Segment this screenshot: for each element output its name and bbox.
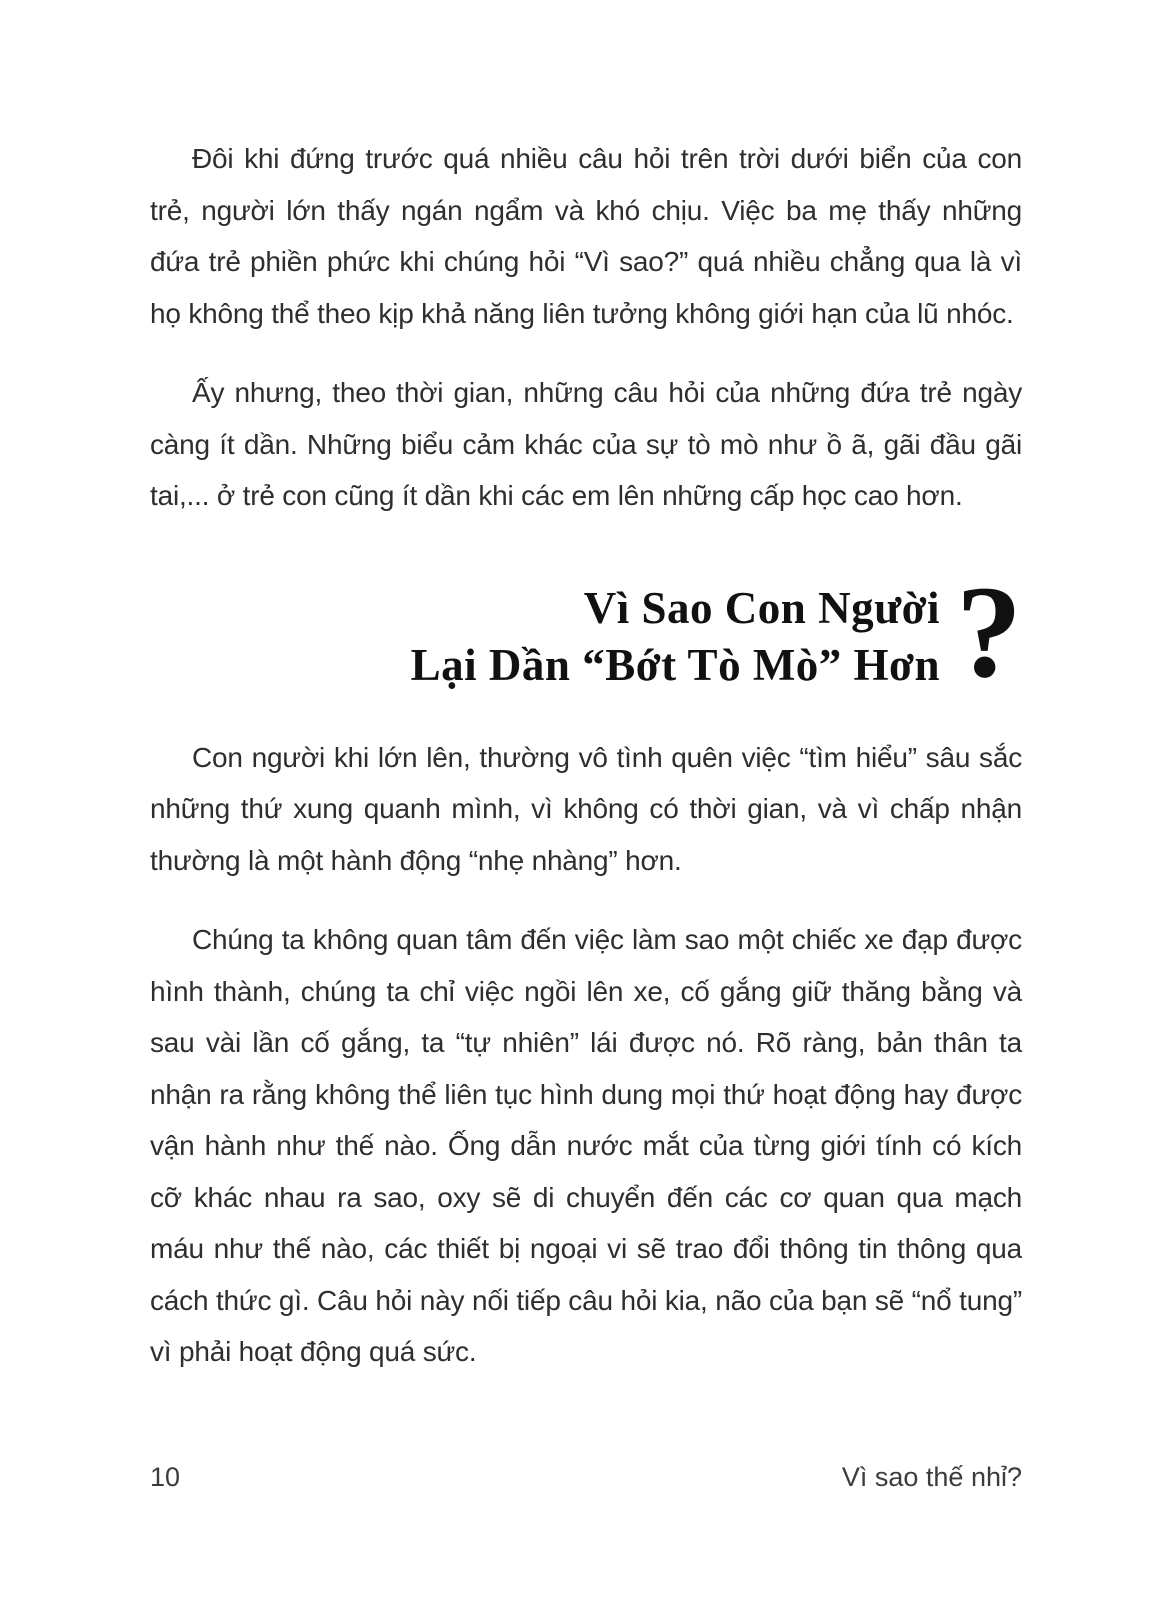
page-footer <box>150 1462 1022 1493</box>
body-section-before-heading <box>150 133 1022 522</box>
page-number: 10 <box>150 1462 181 1492</box>
running-title: Vì sao thế nhỉ? <box>841 1462 1022 1492</box>
heading-line-1: Vì Sao Con Người <box>583 582 940 633</box>
heading-text <box>411 580 940 694</box>
section-heading <box>150 558 1022 706</box>
paragraph: Con người khi lớn lên, thường vô tình quên việc “tìm hiểu” sâu sắc những thứ xung quanh mình, vì không có thời gian, và vì chấp nhận thường là một hành động “nhẹ nhàng” hơn. <box>150 741 1022 876</box>
heading-line-2: Lại Dần “Bớt Tò Mò” Hơn <box>410 639 940 690</box>
body-section-after-heading <box>150 732 1022 1378</box>
paragraph: Chúng ta không quan tâm đến việc làm sao một chiếc xe đạp được hình thành, chúng ta chỉ việc ngồi lên xe, cố gắng giữ thăng bằng và sau vài lần cố gắng, ta “tự nhiên” lái được nó. Rõ ràng, bản thân ta nhận ra rằng không thể liên tục hình dung mọi thứ hoạt động hay được vận hành như thế nào. Ống dẫn nước mắt của từng giới tính có kích cỡ khác nhau ra sao, oxy sẽ di chuyển đến các cơ quan qua mạch máu như thế nào, các thiết bị ngoại vi sẽ trao đổi thông tin thông qua cách thức gì. Câu hỏi này nối tiếp câu hỏi kia, não của bạn sẽ “nổ tung” vì phải hoạt động quá sức. <box>150 924 1022 1367</box>
paragraph: Đôi khi đứng trước quá nhiều câu hỏi trên trời dưới biển của con trẻ, người lớn thấy ngán ngẩm và khó chịu. Việc ba mẹ thấy những đứa trẻ phiền phức khi chúng hỏi “Vì sao?” quá nhiều chẳng qua là vì họ không thể theo kịp khả năng liên tưởng không giới hạn của lũ nhóc. <box>150 143 1022 329</box>
page-content <box>150 0 1022 1406</box>
paragraph: Ấy nhưng, theo thời gian, những câu hỏi của những đứa trẻ ngày càng ít dần. Những biểu cảm khác của sự tò mò như ồ ã, gãi đầu gãi tai,... ở trẻ con cũng ít dần khi các em lên những cấp học cao hơn. <box>150 377 1022 511</box>
question-mark-ornament: ? <box>956 558 1022 706</box>
